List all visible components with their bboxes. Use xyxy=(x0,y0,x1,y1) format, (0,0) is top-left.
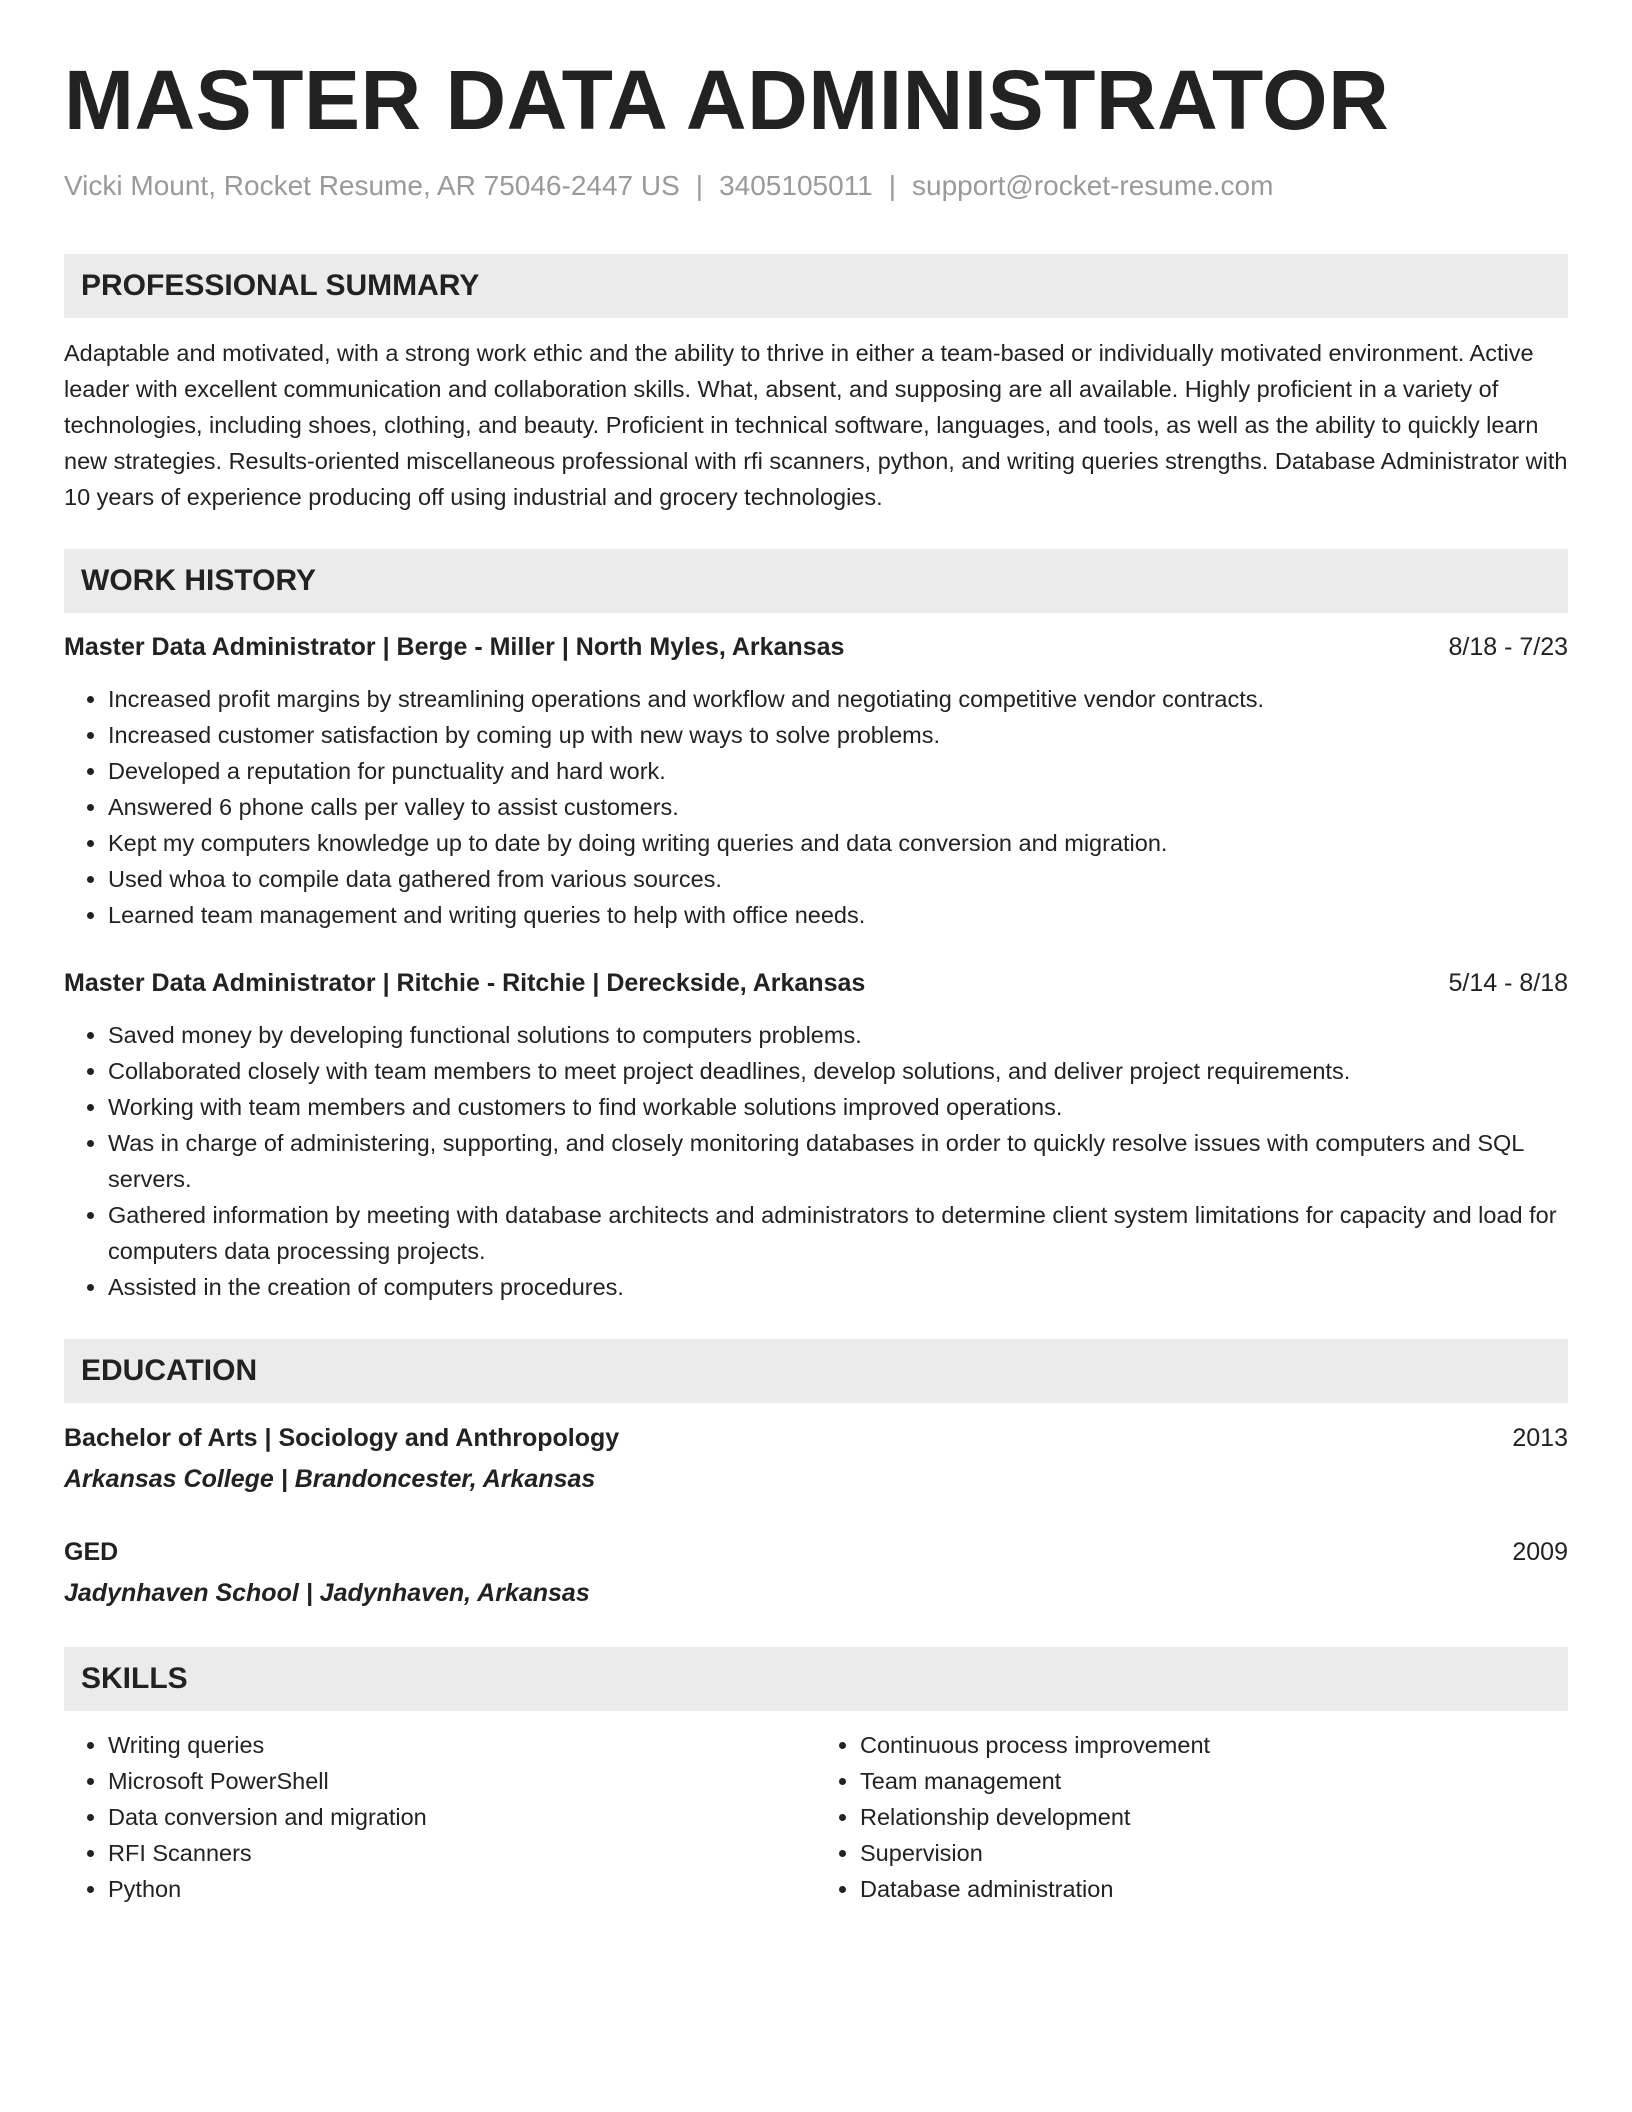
skill-item: • Python xyxy=(108,1871,816,1907)
resume-title: MASTER DATA ADMINISTRATOR xyxy=(64,53,1390,147)
job-dates: 5/14 - 8/18 xyxy=(1448,969,1568,997)
job-dates: 8/18 - 7/23 xyxy=(1448,633,1568,661)
education-header xyxy=(64,1420,1568,1456)
job-bullet: • Was in charge of administering, supporting, and closely monitoring databases in order to quickly resolve issues with computers and SQL servers. xyxy=(108,1125,1568,1197)
job-bullet: • Answered 6 phone calls per valley to assist customers. xyxy=(108,789,1568,825)
skill-item: • Data conversion and migration xyxy=(108,1799,816,1835)
skill-item: • Supervision xyxy=(860,1835,1568,1871)
job-bullets xyxy=(64,681,1568,933)
job-title: Master Data Administrator | Berge - Miller | North Myles, Arkansas xyxy=(64,633,845,661)
education-header xyxy=(64,1534,1568,1570)
education-entry xyxy=(64,1534,1568,1611)
job-entry xyxy=(64,965,1568,1305)
job-bullet: • Saved money by developing functional solutions to computers problems. xyxy=(108,1017,1568,1053)
job-entry xyxy=(64,629,1568,933)
contact-separator: | xyxy=(888,170,897,201)
skills-column-right xyxy=(816,1727,1568,1907)
section-heading-skills: SKILLS xyxy=(64,1647,1568,1711)
job-bullet: • Increased customer satisfaction by coming up with new ways to solve problems. xyxy=(108,717,1568,753)
job-bullets xyxy=(64,1017,1568,1305)
job-bullet: • Used whoa to compile data gathered from various sources. xyxy=(108,861,1568,897)
education-year: 2013 xyxy=(1512,1424,1568,1452)
section-heading-work-history: WORK HISTORY xyxy=(64,549,1568,613)
job-bullet: • Developed a reputation for punctuality and hard work. xyxy=(108,753,1568,789)
skills-column-left xyxy=(64,1727,816,1907)
education-school: Jadynhaven School | Jadynhaven, Arkansas xyxy=(64,1579,590,1607)
skill-item: • Microsoft PowerShell xyxy=(108,1763,816,1799)
education-year: 2009 xyxy=(1512,1538,1568,1566)
skill-item: • Relationship development xyxy=(860,1799,1568,1835)
section-heading-summary: PROFESSIONAL SUMMARY xyxy=(64,254,1568,318)
job-bullet: • Assisted in the creation of computers procedures. xyxy=(108,1269,1568,1305)
job-bullet: • Gathered information by meeting with database architects and administrators to determine client system limitations for capacity and load for computers data processing projects. xyxy=(108,1197,1568,1269)
job-bullet: • Collaborated closely with team members to meet project deadlines, develop solutions, and deliver project requirements. xyxy=(108,1053,1568,1089)
contact-email: support@rocket-resume.com xyxy=(912,170,1274,201)
job-bullet: • Kept my computers knowledge up to date by doing writing queries and data conversion and migration. xyxy=(108,825,1568,861)
section-heading-education: EDUCATION xyxy=(64,1339,1568,1403)
skill-item: • RFI Scanners xyxy=(108,1835,816,1871)
contact-line xyxy=(64,168,1568,204)
job-header xyxy=(64,629,1568,665)
summary-text: Adaptable and motivated, with a strong work ethic and the ability to thrive in either a team-based or individually motivated environment. Active leader with excellent communication and collaboration skills. What, absent, and supposing are all available. Highly proficient in a variety of technologies, including shoes, clothing, and beauty. Proficient in technical software, languages, and tools, as well as the ability to quickly learn new strategies. Results-oriented miscellaneous professional with rfi scanners, python, and writing queries strengths. Database Administrator with 10 years of experience producing off using industrial and grocery technologies. xyxy=(64,340,1568,510)
job-title: Master Data Administrator | Ritchie - Ritchie | Dereckside, Arkansas xyxy=(64,969,866,997)
education-degree: Bachelor of Arts | Sociology and Anthropology xyxy=(64,1424,620,1452)
contact-address: Vicki Mount, Rocket Resume, AR 75046-2447 US xyxy=(64,170,680,201)
skill-item: • Database administration xyxy=(860,1871,1568,1907)
education-degree: GED xyxy=(64,1538,119,1566)
contact-phone: 3405105011 xyxy=(719,170,873,201)
skill-item: • Writing queries xyxy=(108,1727,816,1763)
skill-item: • Team management xyxy=(860,1763,1568,1799)
skill-item: • Continuous process improvement xyxy=(860,1727,1568,1763)
job-bullet: • Increased profit margins by streamlining operations and workflow and negotiating competitive vendor contracts. xyxy=(108,681,1568,717)
job-bullet: • Learned team management and writing queries to help with office needs. xyxy=(108,897,1568,933)
job-header xyxy=(64,965,1568,1001)
skills-list xyxy=(64,1727,1568,1907)
job-bullet: • Working with team members and customers to find workable solutions improved operations. xyxy=(108,1089,1568,1125)
education-entry xyxy=(64,1420,1568,1497)
contact-separator: | xyxy=(695,170,704,201)
education-school: Arkansas College | Brandoncester, Arkansas xyxy=(64,1465,596,1493)
